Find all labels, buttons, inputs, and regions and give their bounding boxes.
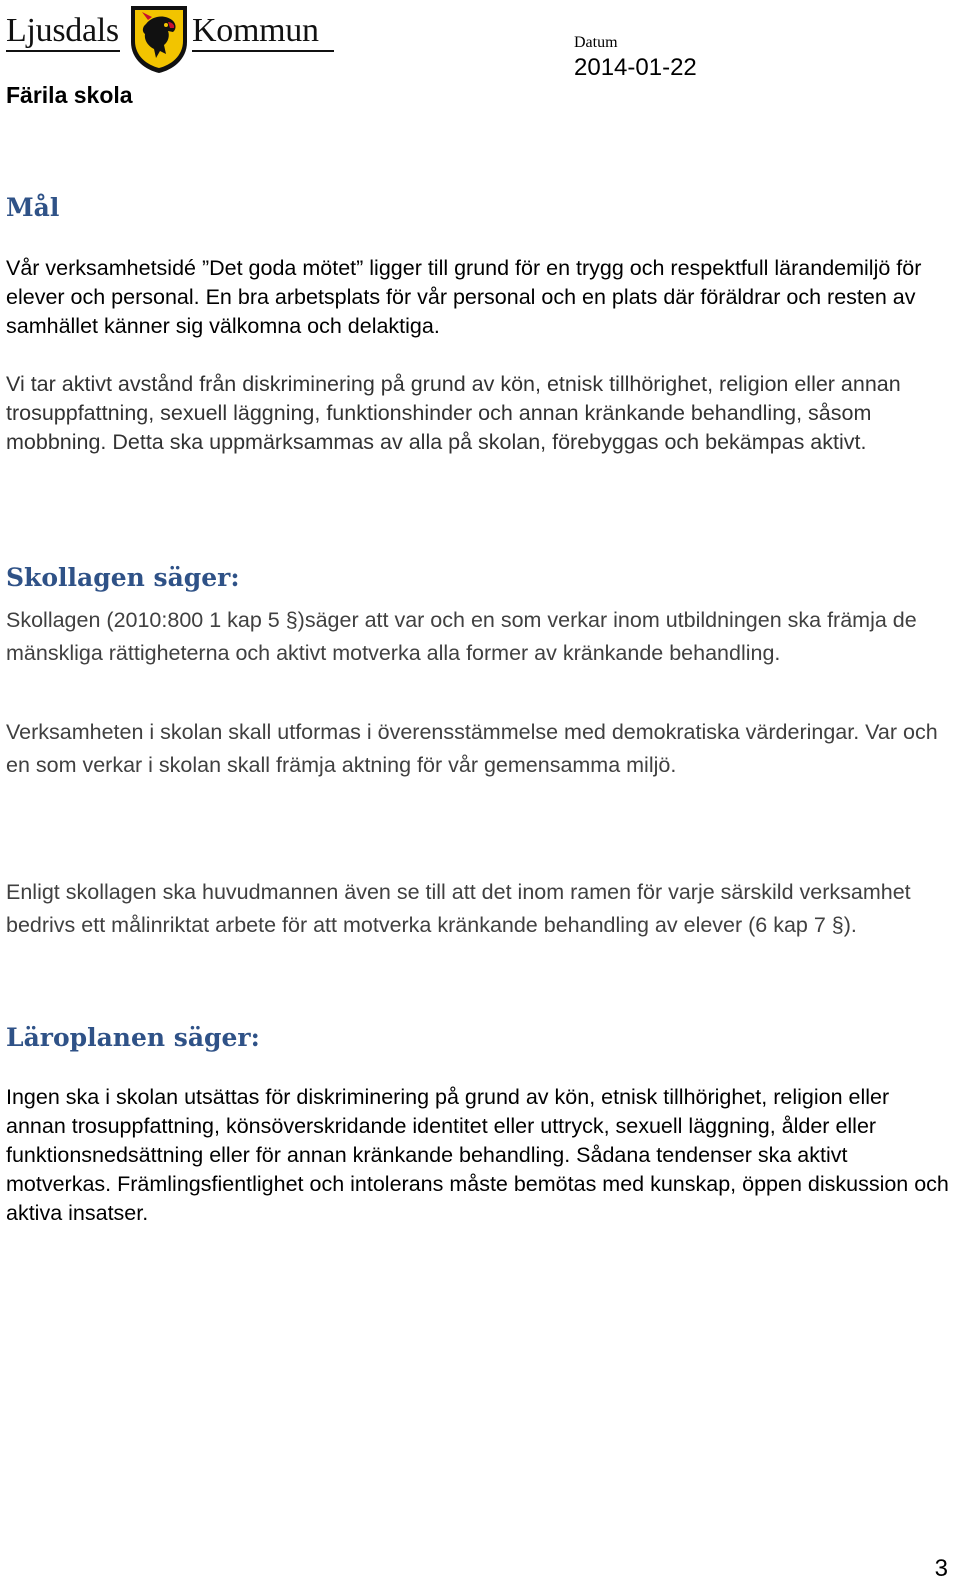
paragraph-verksamhetside: Vår verksamhetsidé ”Det goda mötet” ligger till grund för en trygg och respektfull lärandemiljö för elever och personal. En bra arbetsplats för vår personal och en plats där föräldrar och resten av samhället känner sig välkomna och delaktiga. [6, 256, 922, 338]
section-heading-laroplanen: Läroplanen säger: [6, 1023, 260, 1052]
logo-underline-right [192, 50, 334, 52]
logo-text-right: Kommun [192, 12, 319, 49]
paragraph-laroplanen: Ingen ska i skolan utsättas för diskriminering på grund av kön, etnisk tillhörighet, religion eller annan trosuppfattning, könsöverskridande identitet eller uttryck, sexuell läggning, ålder eller funktionsnedsättning eller för annan kränkande behandling. Sådana tendenser ska aktivt motverkas. Främlingsfientlighet och intolerans måste bemötas med kunskap, öppen diskussion och aktiva insatser. [6, 1085, 949, 1225]
document-header [0, 0, 960, 120]
paragraph-verksamheten: Verksamheten i skolan skall utformas i överensstämmelse med demokratiska värderingar. Var och en som verkar i skolan skall främja aktning för vår gemensamma miljö. [6, 720, 938, 777]
page-number: 3 [934, 1555, 948, 1582]
date-value: 2014-01-22 [574, 54, 697, 81]
date-label: Datum [574, 34, 618, 51]
paragraph-huvudmannen: Enligt skollagen ska huvudmannen även se till att det inom ramen för varje särskild verksamhet bedrivs ett målinriktat arbete för att motverka kränkande behandling av elever (6 kap 7 §). [6, 880, 911, 937]
paragraph-diskriminering: Vi tar aktivt avstånd från diskriminering på grund av kön, etnisk tillhörighet, religion eller annan trosuppfattning, sexuell läggning, funktionshinder och annan kränkande behandling, såsom mobbning. Detta ska uppmärksammas av alla på skolan, förebyggas och bekämpas aktivt. [6, 372, 901, 454]
paragraph-skollagen: Skollagen (2010:800 1 kap 5 §)säger att var och en som verkar inom utbildningen ska främja de mänskliga rättigheterna och aktivt motverka alla former av kränkande behandling. [6, 608, 917, 665]
logo-text-left: Ljusdals [6, 12, 119, 49]
coat-of-arms-icon [128, 4, 190, 74]
section-heading-skollagen: Skollagen säger: [6, 563, 240, 592]
logo-underline-left [6, 50, 120, 52]
section-heading-mal: Mål [6, 193, 60, 222]
school-name: Färila skola [6, 82, 133, 108]
